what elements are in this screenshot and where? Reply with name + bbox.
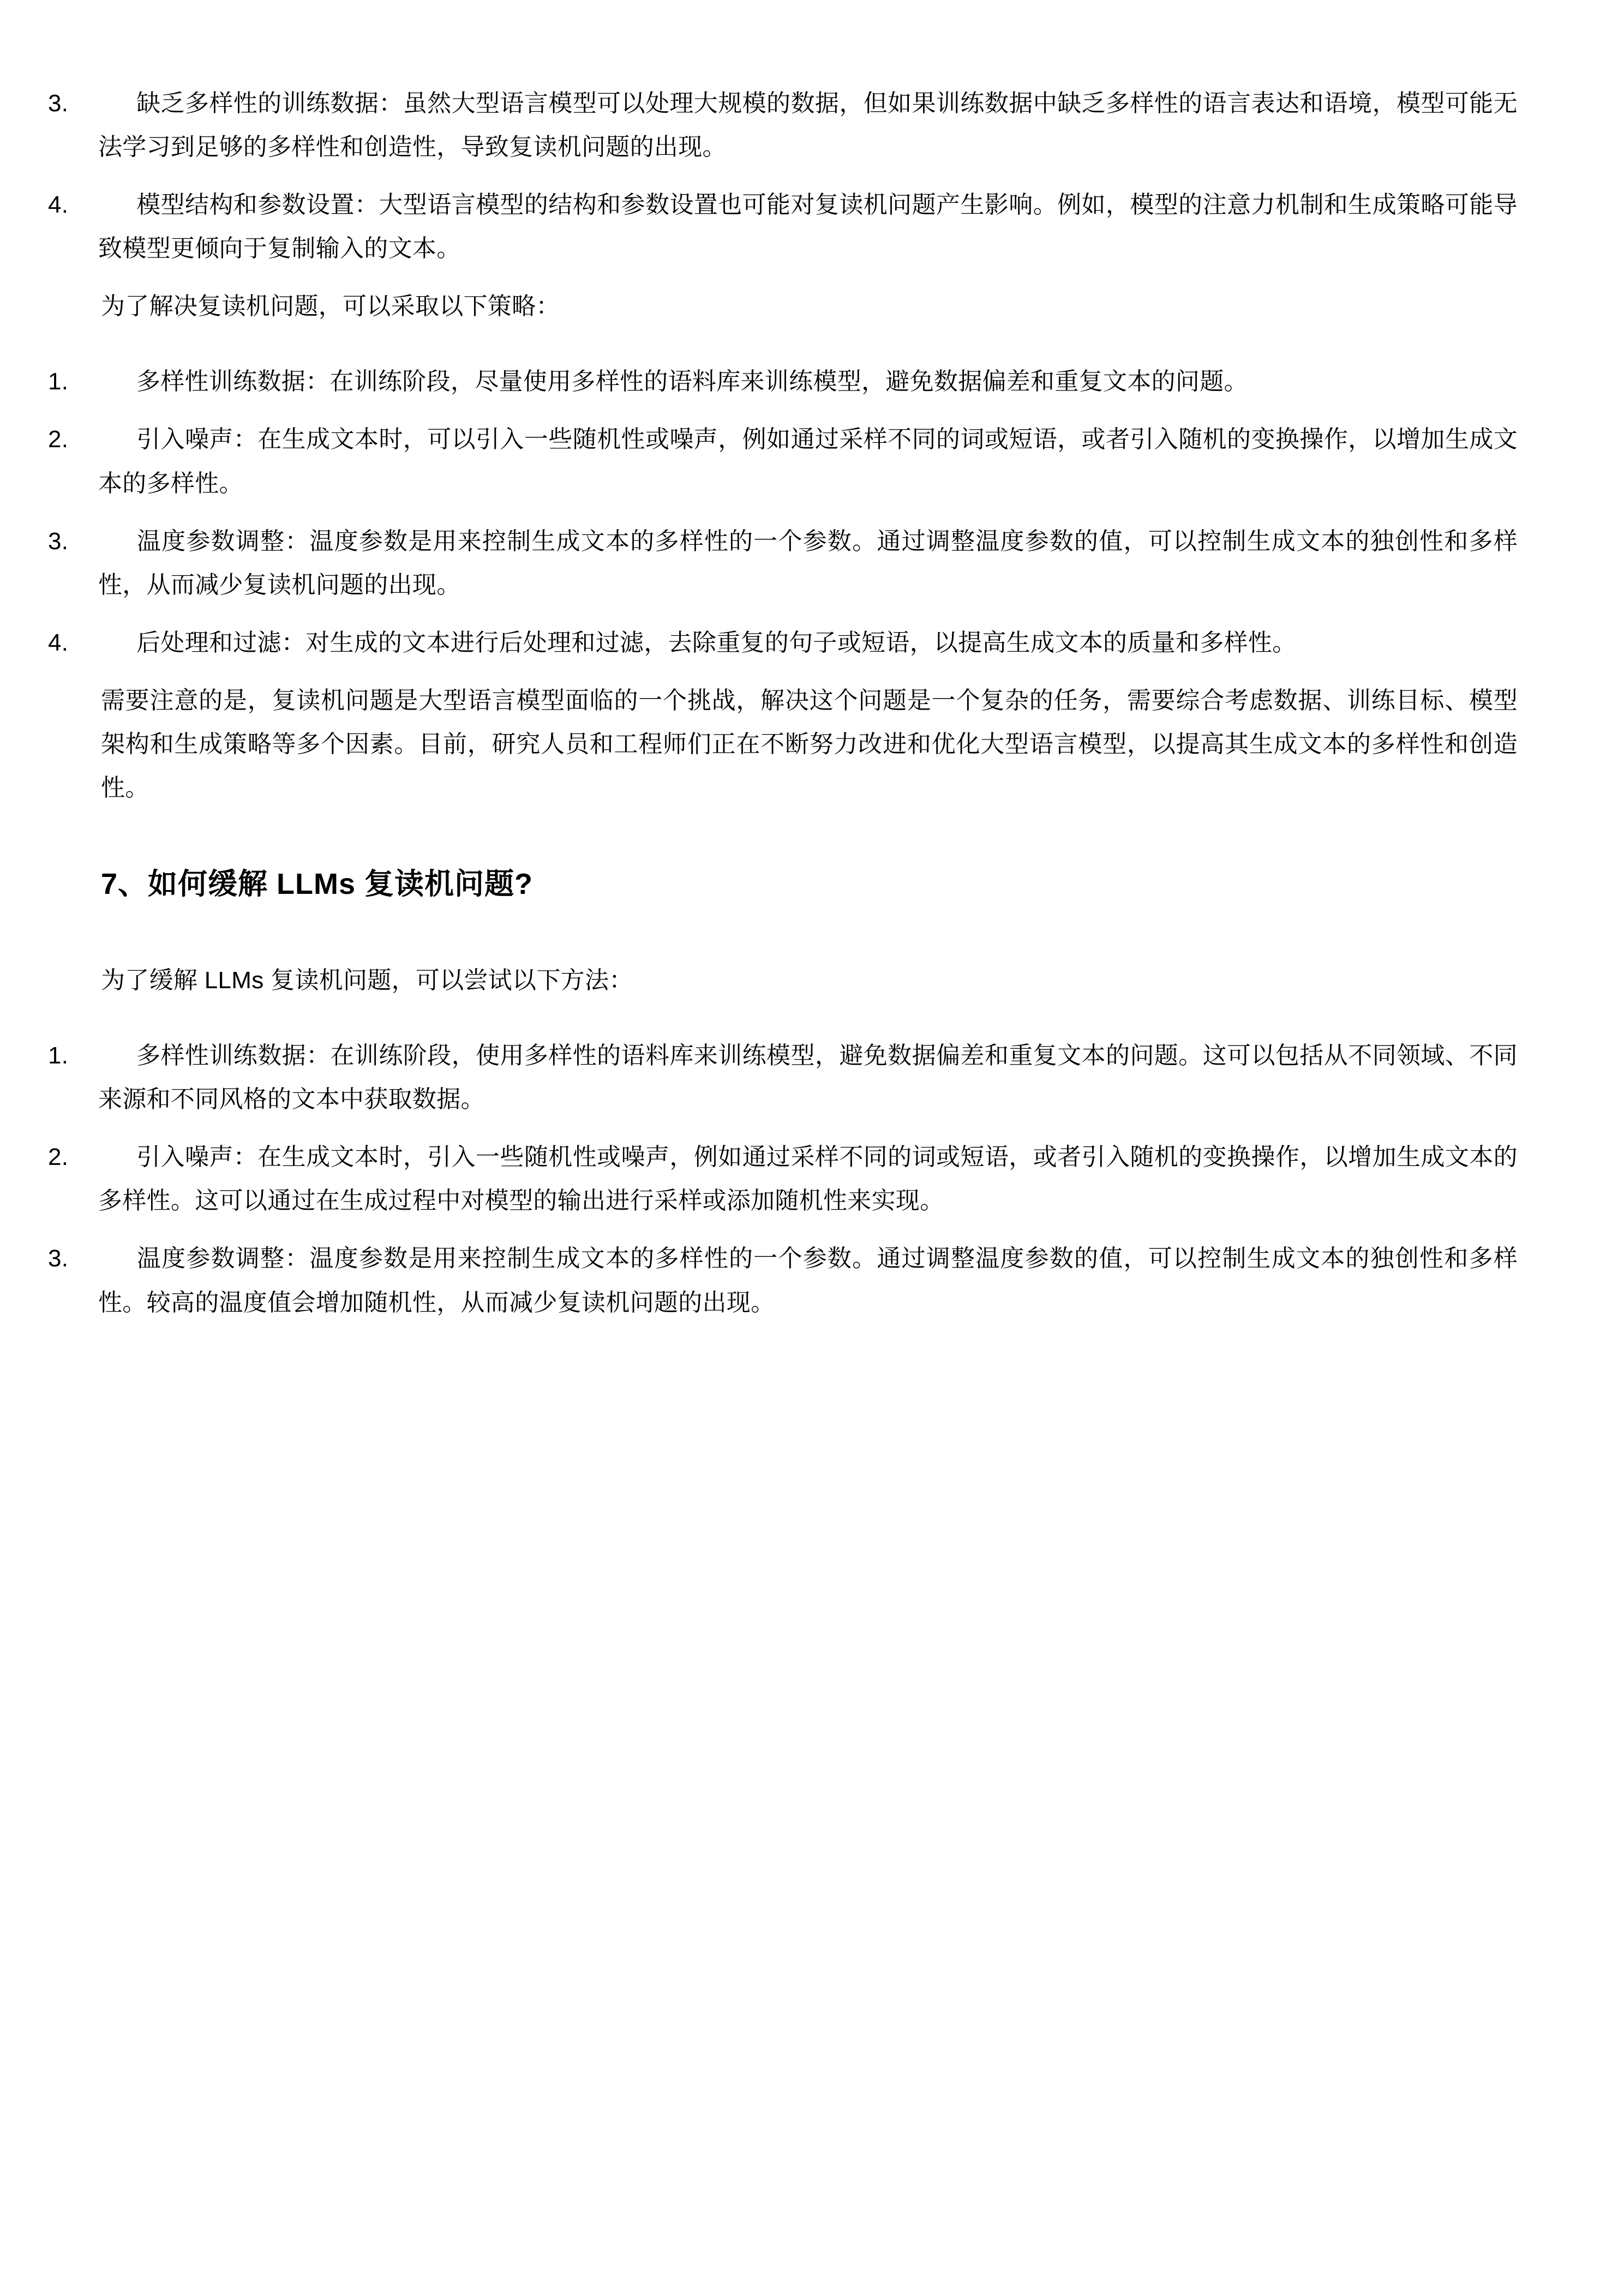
list-item-text <box>98 1237 1518 1324</box>
list-item-content: 多样性训练数据：在训练阶段，使用多样性的语料库来训练模型，避免数据偏差和重复文本的问题。这可以包括从不同领域、不同来源和不同风格的文本中获取数据。 <box>98 1042 1518 1113</box>
list-item-text <box>98 82 1518 169</box>
list-item <box>44 621 1518 665</box>
list-item-text <box>98 621 1518 665</box>
list-marker: 3. <box>48 90 69 117</box>
list-item-text <box>98 1135 1518 1223</box>
spacer <box>44 328 1518 360</box>
spacer <box>44 1002 1518 1034</box>
list-item-text <box>98 360 1518 404</box>
list-marker: 1. <box>48 368 69 395</box>
strategies-intro-paragraph: 为了解决复读机问题，可以采取以下策略： <box>101 293 560 320</box>
spacer <box>44 404 1518 418</box>
list-marker: 2. <box>48 426 69 453</box>
list-marker: 4. <box>48 629 69 656</box>
list-marker: 3. <box>48 1245 69 1272</box>
spacer <box>44 169 1518 183</box>
list-item-text <box>98 1034 1518 1121</box>
list-marker: 3. <box>48 527 69 555</box>
list-item-content: 引入噪声：在生成文本时，引入一些随机性或噪声，例如通过采样不同的词或短语，或者引入随机的变换操作，以增加生成文本的多样性。这可以通过在生成过程中对模型的输出进行采样或添加随机性来实现。 <box>98 1144 1518 1215</box>
spacer <box>44 1223 1518 1237</box>
list-item <box>44 418 1518 505</box>
closing-paragraph: 需要注意的是，复读机问题是大型语言模型面临的一个挑战，解决这个问题是一个复杂的任务，需要综合考虑数据、训练目标、模型架构和生成策略等多个因素。目前，研究人员和工程师们正在不断努力改进和优化大型语言模型，以提高其生成文本的多样性和创造性。 <box>101 687 1518 802</box>
list-marker: 2. <box>48 1144 69 1171</box>
spacer <box>44 607 1518 621</box>
spacer <box>44 1121 1518 1135</box>
list-item-content: 后处理和过滤：对生成的文本进行后处理和过滤，去除重复的句子或短语，以提高生成文本的质量和多样性。 <box>136 629 1297 656</box>
spacer <box>44 665 1518 679</box>
list-item <box>44 520 1518 607</box>
list-item <box>44 82 1518 169</box>
list-item <box>44 1237 1518 1324</box>
list-marker: 1. <box>48 1042 69 1069</box>
section-intro-paragraph: 为了缓解 LLMs 复读机问题，可以尝试以下方法： <box>101 967 633 994</box>
spacer <box>44 506 1518 520</box>
list-item <box>44 360 1518 404</box>
list-item <box>44 183 1518 271</box>
document-body <box>44 82 1518 1325</box>
list-item-content: 多样性训练数据：在训练阶段，尽量使用多样性的语料库来训练模型，避免数据偏差和重复文本的问题。 <box>136 368 1248 395</box>
list-item-text <box>98 418 1518 505</box>
list-item-text <box>98 183 1518 271</box>
list-item-content: 温度参数调整：温度参数是用来控制生成文本的多样性的一个参数。通过调整温度参数的值，可以控制生成文本的独创性和多样性，从而减少复读机问题的出现。 <box>98 527 1518 598</box>
list-item-content: 温度参数调整：温度参数是用来控制生成文本的多样性的一个参数。通过调整温度参数的值，可以控制生成文本的独创性和多样性。较高的温度值会增加随机性，从而减少复读机问题的出现。 <box>98 1245 1518 1316</box>
spacer <box>44 271 1518 285</box>
spacer <box>44 906 1518 959</box>
list-marker: 4. <box>48 191 69 219</box>
list-item <box>44 1034 1518 1121</box>
list-item-content: 模型结构和参数设置：大型语言模型的结构和参数设置也可能对复读机问题产生影响。例如，模型的注意力机制和生成策略可能导致模型更倾向于复制输入的文本。 <box>98 191 1518 262</box>
list-item-text <box>98 520 1518 607</box>
section-heading: 7、如何缓解 LLMs 复读机问题? <box>101 868 534 901</box>
list-item <box>44 1135 1518 1223</box>
list-item-content: 缺乏多样性的训练数据：虽然大型语言模型可以处理大规模的数据，但如果训练数据中缺乏多样性的语言表达和语境，模型可能无法学习到足够的多样性和创造性，导致复读机问题的出现。 <box>98 90 1518 161</box>
list-item-content: 引入噪声：在生成文本时，可以引入一些随机性或噪声，例如通过采样不同的词或短语，或者引入随机的变换操作，以增加生成文本的多样性。 <box>98 426 1518 497</box>
